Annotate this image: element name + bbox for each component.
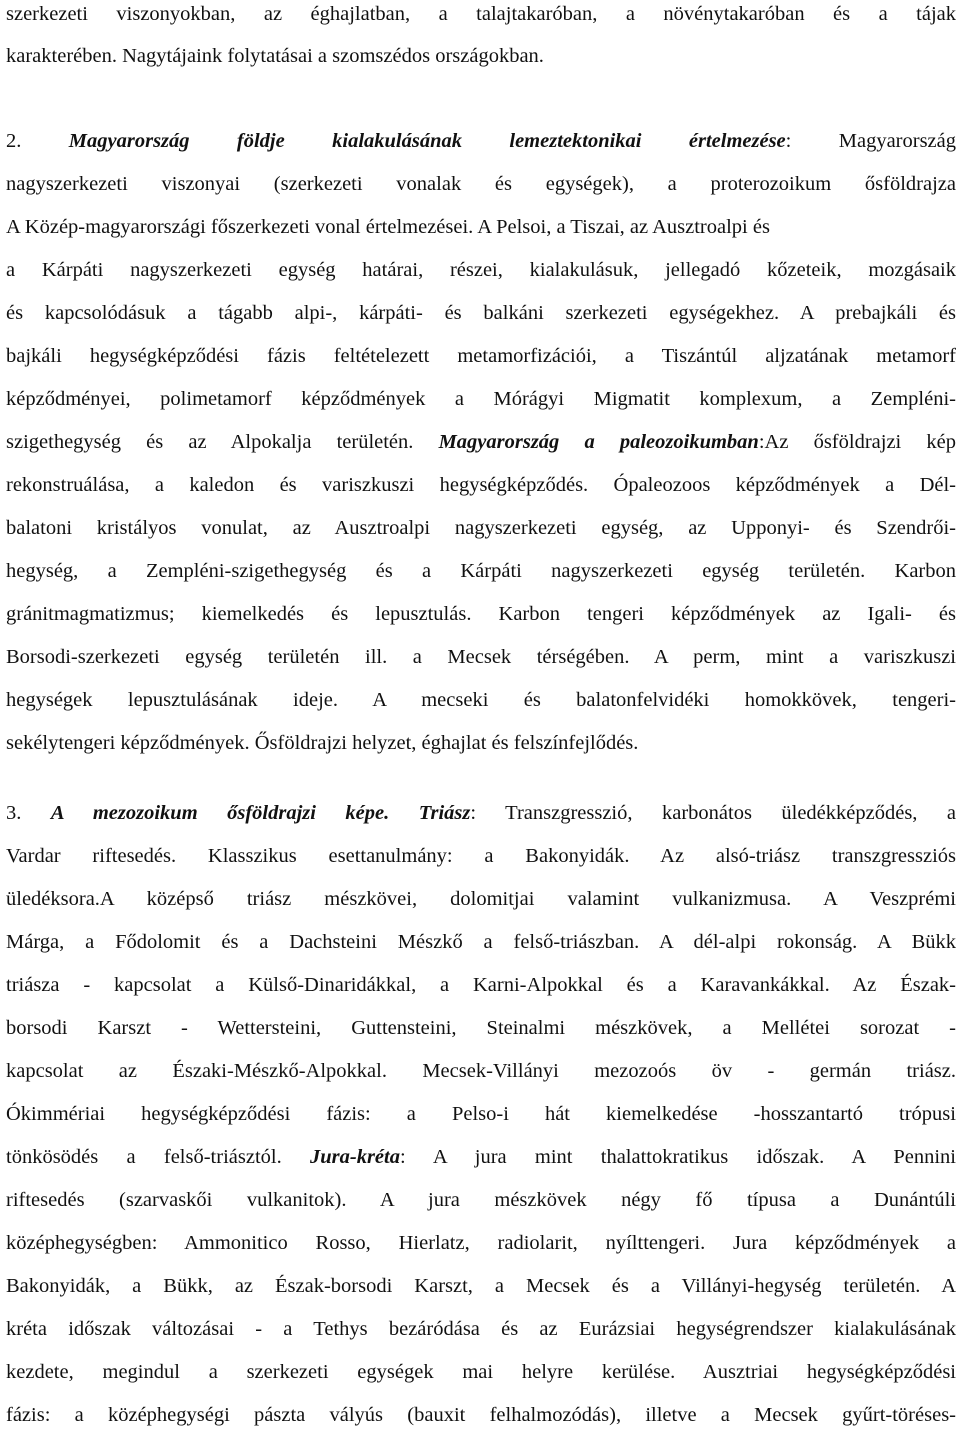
section-3-line-12: Bakonyidák, a Bükk, az Észak-borsodi Karszt, a Mecsek és a Villányi-hegység területén. A	[6, 1275, 956, 1297]
section-2-line-7: képződményei, polimetamorf képződmények a Mórágyi Migmatit komplexum, a Zempléni-	[6, 388, 956, 410]
section-2-line-9: rekonstruálása, a kaledon és variszkuszi hegységképződés. Ópaleozoos képződmények a Dél-	[6, 474, 956, 496]
section-3-line-11: középhegységben: Ammonitico Rosso, Hierlatz, radiolarit, nyílttengeri. Jura képződmények a	[6, 1232, 956, 1254]
section-3-line-3: üledéksora.A középső triász mészkövei, dolomitjai valamint vulkanizmusa. A Veszprémi	[6, 888, 956, 910]
section-3-line-6: borsodi Karszt - Wettersteini, Guttensteini, Steinalmi mészkövek, a Mellétei sorozat -	[6, 1017, 956, 1039]
section-2-line-15: sekélytengeri képződmények. Ősföldrajzi helyzet, éghajlat és felszínfejlődés.	[6, 732, 639, 754]
section-2-line-13: Borsodi-szerkezeti egység területén ill. a Mecsek térségében. A perm, mint a variszkuszi	[6, 646, 956, 668]
section-2-line-11: hegység, a Zempléni-szigethegység és a Kárpáti nagyszerkezeti egység területén. Karbon	[6, 560, 956, 582]
section-2-line-14: hegységek lepusztulásának ideje. A mecseki és balatonfelvidéki homokkövek, tengeri-	[6, 689, 956, 711]
section-3-line-15: fázis: a középhegységi pászta vályús (bauxit felhalmozódás), illetve a Mecsek gyűrt-töréses-	[6, 1404, 956, 1426]
jurassic-cretaceous-heading: Jura-kréta	[310, 1146, 400, 1168]
section-3-line-5: triásza - kapcsolat a Külső-Dinaridákkal, a Karni-Alpokkal és a Karavankákkal. Az Észak-	[6, 974, 956, 996]
section-3-line-1-rest: : Transzgresszió, karbonátos üledékképződés, a	[470, 802, 956, 824]
triassic-heading: Triász	[418, 802, 471, 824]
paleozoic-heading: Magyarország a paleozoikumban	[438, 431, 759, 453]
section-2-line-6: bajkáli hegységképződési fázis feltételezett metamorfizációi, a Tiszántúl aljzatának metamorf	[6, 345, 956, 367]
section-3-line-8: Ókimmériai hegységképződési fázis: a Pelso-i hát kiemelkedése -hosszantartó trópusi	[6, 1103, 956, 1125]
section-3-line-1	[6, 803, 956, 824]
section-2-number: 2.	[6, 130, 22, 152]
section-2-line-4: a Kárpáti nagyszerkezeti egység határai, részei, kialakulásuk, jellegadó kőzeteik, mozgásaik	[6, 259, 956, 281]
section-3-line-14: kezdete, megindul a szerkezeti egységek mai helyre kerülése. Ausztriai hegységképződési	[6, 1361, 956, 1383]
section-3-line-9-post: : A jura mint thalattokratikus időszak. A Pennini	[399, 1146, 957, 1168]
intro-line-1: szerkezeti viszonyokban, az éghajlatban, a talajtakaróban, a növénytakaróban és a tájak	[6, 3, 956, 25]
section-3-heading: A mezozoikum ősföldrajzi képe.	[50, 802, 390, 824]
section-2-line-8-pre: szigethegység és az Alpokalja területén.	[6, 431, 439, 453]
section-3-number: 3.	[6, 802, 51, 824]
section-3-line-9	[6, 1147, 956, 1168]
section-2-line-1	[6, 131, 956, 152]
section-2-line-1-rest: : Magyarország	[785, 130, 957, 152]
section-3-line-10: riftesedés (szarvaskői vulkanitok). A jura mészkövek négy fő típusa a Dunántúli	[6, 1189, 956, 1211]
section-2-line-2: nagyszerkezeti viszonyai (szerkezeti vonalak és egységek), a proterozoikum ősföldrajza	[6, 173, 956, 195]
section-2-line-5: és kapcsolódásuk a tágabb alpi-, kárpáti- és balkáni szerkezeti egységekhez. A prebajkáli és	[6, 302, 956, 324]
section-2-line-12: gránitmagmatizmus; kiemelkedés és lepusztulás. Karbon tengeri képződmények az Igali- és	[6, 603, 956, 625]
section-2-heading: Magyarország földje kialakulásának lemeztektonikai értelmezése	[68, 130, 786, 152]
section-3-line-4: Márga, a Fődolomit és a Dachsteini Mészkő a felső-triászban. A dél-alpi rokonság. A Bükk	[6, 931, 956, 953]
section-3-line-13: kréta időszak változásai - a Tethys bezáródása és az Eurázsiai hegységrendszer kialakulásának	[6, 1318, 956, 1340]
section-3-line-9-pre: tönkösödés a felső-triásztól.	[6, 1146, 310, 1168]
section-3-line-2: Vardar riftesedés. Klasszikus esettanulmány: a Bakonyidák. Az alsó-triász transzgressziós	[6, 845, 956, 867]
section-2-line-10: balatoni kristályos vonulat, az Ausztroalpi nagyszerkezeti egység, az Upponyi- és Szendrői-	[6, 517, 956, 539]
section-2-line-8	[6, 432, 956, 453]
section-3-line-7: kapcsolat az Északi-Mészkő-Alpokkal. Mecsek-Villányi mezozoós öv - germán triász.	[6, 1060, 956, 1082]
intro-line-2: karakterében. Nagytájaink folytatásai a szomszédos országokban.	[6, 45, 544, 67]
section-2-line-3: A Közép-magyarországi főszerkezeti vonal értelmezései. A Pelsoi, a Tiszai, az Ausztroalpi és	[6, 216, 770, 238]
section-2-line-8-post: :Az ősföldrajzi kép	[758, 431, 956, 453]
